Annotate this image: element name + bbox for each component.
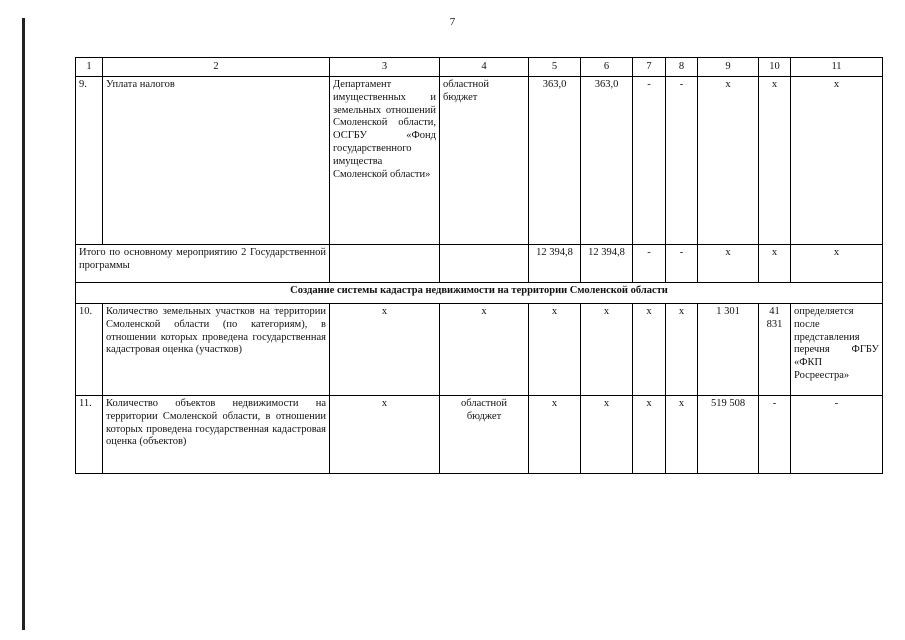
value-cell: -	[791, 396, 883, 474]
value-cell: 12 394,8	[581, 245, 633, 283]
executor-cell: х	[330, 396, 440, 474]
value-cell: 363,0	[529, 77, 581, 245]
value-cell: х	[581, 304, 633, 396]
value-cell: х	[698, 77, 759, 245]
indicator-name: Количество объектов недвижимости на территории Смоленской области, в отношении которых проведена государственная кадастровая оценка (объектов)	[103, 396, 330, 474]
scan-edge-line	[22, 18, 25, 630]
activity-name: Уплата налогов	[103, 77, 330, 245]
value-cell: -	[633, 77, 666, 245]
header-cell: 11	[791, 58, 883, 77]
table-row	[76, 304, 883, 396]
value-cell: 41 831	[759, 304, 791, 396]
value-cell: х	[791, 245, 883, 283]
value-cell: х	[529, 396, 581, 474]
program-table	[75, 57, 883, 474]
value-cell: 519 508	[698, 396, 759, 474]
value-cell: х	[759, 77, 791, 245]
header-cell: 1	[76, 58, 103, 77]
value-cell: х	[698, 245, 759, 283]
header-cell: 7	[633, 58, 666, 77]
value-cell: х	[581, 396, 633, 474]
header-cell: 4	[440, 58, 529, 77]
row-number: 10.	[76, 304, 103, 396]
header-cell: 5	[529, 58, 581, 77]
value-cell: -	[666, 77, 698, 245]
value-cell: х	[666, 396, 698, 474]
value-cell: 12 394,8	[529, 245, 581, 283]
value-cell: 363,0	[581, 77, 633, 245]
funding-source-cell: х	[440, 304, 529, 396]
empty-cell	[440, 245, 529, 283]
executor-cell: Департамент имущественных и земельных отношений Смоленской области, ОСГБУ «Фонд государственного имущества Смоленской области»	[330, 77, 440, 245]
row-number: 9.	[76, 77, 103, 245]
value-cell: -	[759, 396, 791, 474]
value-cell: х	[529, 304, 581, 396]
header-cell: 2	[103, 58, 330, 77]
header-cell: 10	[759, 58, 791, 77]
value-cell: -	[666, 245, 698, 283]
value-cell: х	[791, 77, 883, 245]
header-row	[76, 58, 883, 77]
section-title: Создание системы кадастра недвижимости на территории Смоленской области	[76, 283, 883, 304]
page-number: 7	[449, 16, 456, 28]
executor-cell: х	[330, 304, 440, 396]
header-cell: 8	[666, 58, 698, 77]
section-row	[76, 283, 883, 304]
value-cell: -	[633, 245, 666, 283]
table-row	[76, 396, 883, 474]
empty-cell	[330, 245, 440, 283]
value-cell: х	[633, 396, 666, 474]
header-cell: 6	[581, 58, 633, 77]
row-number: 11.	[76, 396, 103, 474]
funding-source-cell: областной бюджет	[440, 396, 529, 474]
value-cell: 1 301	[698, 304, 759, 396]
indicator-name: Количество земельных участков на территории Смоленской области (по категориям), в отношении которых проведена государственная кадастровая оценка (участков)	[103, 304, 330, 396]
header-cell: 3	[330, 58, 440, 77]
value-cell: х	[666, 304, 698, 396]
table-row	[76, 77, 883, 245]
total-row	[76, 245, 883, 283]
value-cell: х	[759, 245, 791, 283]
header-cell: 9	[698, 58, 759, 77]
total-label: Итого по основному мероприятию 2 Государственной программы	[76, 245, 330, 283]
value-cell: определяется после представления перечня ФГБУ «ФКП Росреестра»	[791, 304, 883, 396]
value-cell: х	[633, 304, 666, 396]
funding-source-cell: областной бюджет	[440, 77, 529, 245]
